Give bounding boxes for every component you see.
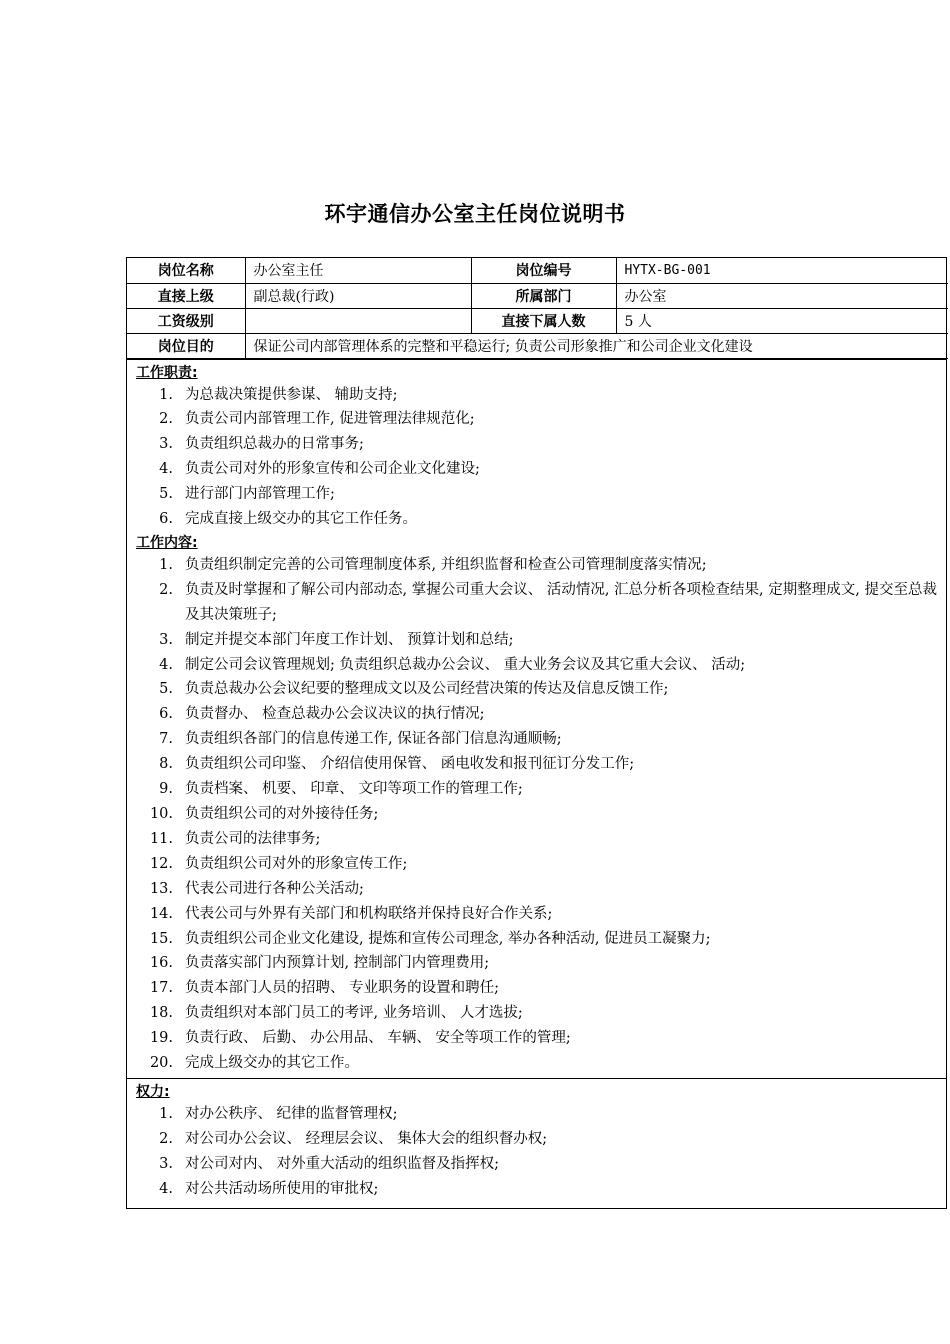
item-text: 负责档案、 机要、 印章、 文印等项工作的管理工作; <box>185 781 523 798</box>
item-number: 4. <box>159 461 173 478</box>
item-text: 完成上级交办的其它工作。 <box>185 1055 359 1072</box>
list-item <box>127 383 946 408</box>
item-text: 对公共活动场所使用的审批权; <box>185 1180 379 1197</box>
table-row <box>127 258 948 283</box>
list-item <box>127 951 946 976</box>
list-item <box>127 976 946 1001</box>
list-item <box>127 777 946 802</box>
powers-list <box>127 1102 946 1202</box>
item-number: 14. <box>149 905 173 922</box>
list-item <box>127 927 946 952</box>
list-item <box>127 1152 946 1177</box>
list-item <box>127 1001 946 1026</box>
duties-list <box>127 383 946 532</box>
item-number: 5. <box>159 681 173 698</box>
item-number: 15. <box>149 930 173 947</box>
value-department: 办公室 <box>616 283 948 308</box>
list-item <box>127 702 946 727</box>
label-purpose: 岗位目的 <box>127 333 245 358</box>
item-text: 负责组织公司印鉴、 介绍信使用保管、 函电收发和报刊征订分发工作; <box>185 756 635 773</box>
label-salary-grade: 工资级别 <box>127 308 245 333</box>
value-direct-superior: 副总裁(行政) <box>245 283 471 308</box>
item-number: 1. <box>159 386 173 403</box>
item-number: 1. <box>159 1105 173 1122</box>
section-duties <box>127 359 946 534</box>
item-text: 代表公司进行各种公关活动; <box>185 880 364 897</box>
list-item <box>127 1127 946 1152</box>
item-text: 负责总裁办公会议纪要的整理成文以及公司经营决策的传达及信息反馈工作; <box>185 681 669 698</box>
item-text: 负责行政、 后勤、 办公用品、 车辆、 安全等项工作的管理; <box>185 1030 571 1047</box>
item-number: 3. <box>159 631 173 648</box>
table-row <box>127 283 948 308</box>
list-item <box>127 877 946 902</box>
item-text: 进行部门内部管理工作; <box>185 486 335 503</box>
item-number: 2. <box>159 411 173 428</box>
item-text: 对公司办公会议、 经理层会议、 集体大会的组织督办权; <box>185 1130 548 1147</box>
item-number: 6. <box>159 706 173 723</box>
list-item <box>127 752 946 777</box>
job-info-table <box>127 258 948 359</box>
item-text: 负责组织总裁办的日常事务; <box>185 436 364 453</box>
label-department: 所属部门 <box>471 283 616 308</box>
item-number: 6. <box>159 511 173 528</box>
section-powers <box>127 1078 946 1204</box>
item-number: 3. <box>159 436 173 453</box>
table-row <box>127 308 948 333</box>
item-number: 4. <box>159 656 173 673</box>
list-item <box>127 852 946 877</box>
value-salary-grade <box>245 308 471 333</box>
list-item <box>127 1051 946 1076</box>
list-item <box>127 802 946 827</box>
item-number: 8. <box>159 756 173 773</box>
item-text: 负责公司的法律事务; <box>185 830 321 847</box>
list-item <box>127 653 946 678</box>
item-number: 10. <box>149 806 173 822</box>
content-heading: 工作内容: <box>136 534 198 551</box>
item-text: 对公司对内、 对外重大活动的组织监督及指挥权; <box>185 1155 499 1172</box>
document-title: 环宇通信办公室主任岗位说明书 <box>324 202 626 226</box>
item-number: 3. <box>159 1155 173 1172</box>
item-text: 负责组织公司企业文化建设, 提炼和宣传公司理念, 举办各种活动, 促进员工凝聚力; <box>185 930 711 947</box>
content-list <box>127 553 946 1076</box>
item-number: 9. <box>159 781 173 798</box>
list-item <box>127 677 946 702</box>
item-number: 17. <box>149 980 173 997</box>
item-number: 1. <box>159 556 173 573</box>
item-number: 7. <box>159 731 173 748</box>
item-text: 完成直接上级交办的其它工作任务。 <box>185 511 417 528</box>
item-number: 16. <box>149 955 173 972</box>
item-text: 对办公秩序、 纪律的监督管理权; <box>185 1105 398 1122</box>
item-text: 负责组织制定完善的公司管理制度体系, 并组织监督和检查公司管理制度落实情况; <box>185 556 707 573</box>
item-text: 负责及时掌握和了解公司内部动态, 掌握公司重大会议、 活动情况, 汇总分析各项检查结果, 定期整理成文, 提交至总裁及其决策班子; <box>185 581 937 623</box>
list-item <box>127 507 946 532</box>
value-purpose: 保证公司内部管理体系的完整和平稳运行; 负责公司形象推广和公司企业文化建设 <box>245 333 948 358</box>
value-subordinates: 5 人 <box>616 308 948 333</box>
list-item <box>127 553 946 578</box>
item-number: 11. <box>149 830 173 847</box>
duties-heading: 工作职责: <box>136 364 198 381</box>
item-number: 12. <box>149 855 173 872</box>
item-text: 代表公司与外界有关部门和机构联络并保持良好合作关系; <box>185 905 553 922</box>
item-text: 制定并提交本部门年度工作计划、 预算计划和总结; <box>185 631 514 648</box>
item-text: 负责督办、 检查总裁办公会议决议的执行情况; <box>185 706 485 723</box>
list-item <box>127 407 946 432</box>
job-description-form <box>126 257 947 1209</box>
list-item <box>127 482 946 507</box>
table-row <box>127 333 948 358</box>
item-text: 负责公司对外的形象宣传和公司企业文化建设; <box>185 461 480 478</box>
list-item <box>127 827 946 852</box>
label-position-name: 岗位名称 <box>127 258 245 283</box>
item-text: 负责组织公司的对外接待任务; <box>185 806 379 822</box>
powers-heading: 权力: <box>136 1083 170 1100</box>
item-text: 负责本部门人员的招聘、 专业职务的设置和聘任; <box>185 980 499 997</box>
item-number: 19. <box>149 1030 173 1047</box>
item-text: 制定公司会议管理规划; 负责组织总裁办公会议、 重大业务会议及其它重大会议、 活动; <box>185 656 746 673</box>
list-item <box>127 1026 946 1051</box>
value-position-code: HYTX-BG-001 <box>616 258 948 283</box>
item-number: 20. <box>149 1055 173 1072</box>
item-number: 18. <box>149 1005 173 1022</box>
item-text: 负责组织公司对外的形象宣传工作; <box>185 855 408 872</box>
list-item <box>127 1102 946 1127</box>
list-item <box>127 902 946 927</box>
item-number: 2. <box>159 581 173 598</box>
item-number: 13. <box>149 880 173 897</box>
item-number: 4. <box>159 1180 173 1197</box>
list-item <box>127 457 946 482</box>
item-text: 负责公司内部管理工作, 促进管理法律规范化; <box>185 411 475 428</box>
list-item <box>127 432 946 457</box>
item-number: 2. <box>159 1130 173 1147</box>
list-item <box>127 727 946 752</box>
section-content <box>127 534 946 1078</box>
value-position-name: 办公室主任 <box>245 258 471 283</box>
label-position-code: 岗位编号 <box>471 258 616 283</box>
list-item <box>127 578 946 628</box>
item-text: 负责组织对本部门员工的考评, 业务培训、 人才选拔; <box>185 1005 523 1022</box>
list-item <box>127 628 946 653</box>
label-subordinates: 直接下属人数 <box>471 308 616 333</box>
item-text: 为总裁决策提供参谋、 辅助支持; <box>185 386 398 403</box>
item-number: 5. <box>159 486 173 503</box>
item-text: 负责组织各部门的信息传递工作, 保证各部门信息沟通顺畅; <box>185 731 562 748</box>
list-item <box>127 1177 946 1202</box>
label-direct-superior: 直接上级 <box>127 283 245 308</box>
item-text: 负责落实部门内预算计划, 控制部门内管理费用; <box>185 955 490 972</box>
